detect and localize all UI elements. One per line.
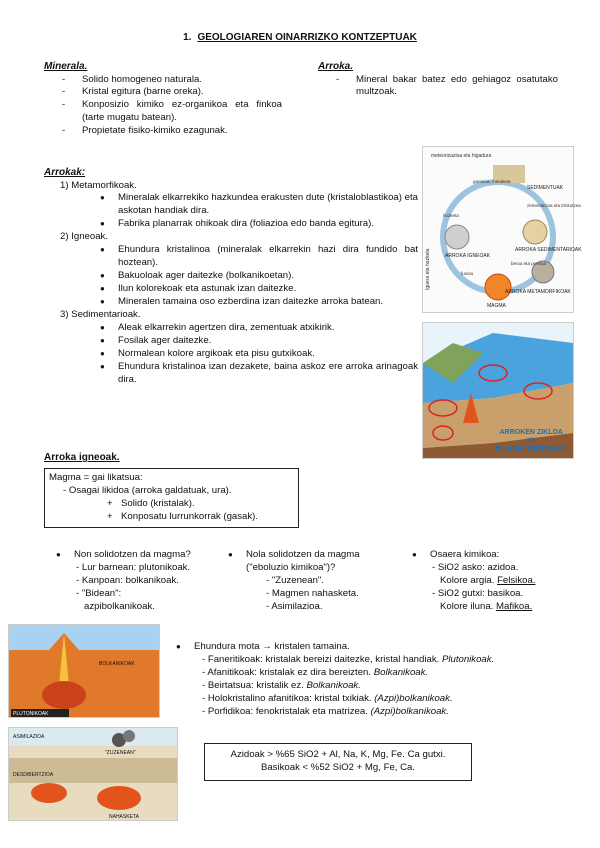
arrokak-section bbox=[44, 166, 418, 387]
smoke-plume bbox=[123, 730, 135, 742]
volcano-label-volcanic: BOLKANIKOAK bbox=[99, 661, 135, 667]
magma-body bbox=[97, 786, 141, 810]
minerala-heading: Minerala. bbox=[44, 61, 88, 72]
tectonic-caption: ARROKEN ZIKLOA eta PLAKEN TEKTONIKA bbox=[495, 428, 567, 453]
page-title: 1. GEOLOGIAREN OINARRIZKO KONTZEPTUAK bbox=[183, 32, 417, 43]
magma-body bbox=[31, 783, 67, 803]
process-label: NAHASKETA bbox=[109, 814, 139, 820]
group-item: ● Normalean kolore argikoak eta pisu gutxikoak. bbox=[100, 348, 418, 361]
process-label: DESDIBERTZIOA bbox=[13, 772, 54, 778]
magma-ball bbox=[485, 274, 511, 300]
arroka-igneoak-heading: Arroka igneoak. bbox=[44, 452, 120, 463]
cycle-label-trans: garraioa, metaketa bbox=[473, 179, 511, 184]
texture-item: - Holokristalino afanitikoa: kristal txikiak. (Azpi)bolkanikoak. bbox=[202, 692, 453, 704]
group-item: ● Fabrika planarrak ohikoak dira (foliazioa edo banda egitura). bbox=[100, 218, 418, 231]
group-item: ● Ilun kolorekoak eta astunak izan daitezke. bbox=[100, 283, 418, 296]
texture-item: - Porfidikoa: fenokristalak eta matrizea. (Azpi)bolkanikoak. bbox=[202, 705, 449, 717]
magma-process-figure bbox=[8, 727, 178, 821]
cycle-label-fusion: fusioa bbox=[461, 271, 474, 276]
process-label: ASIMILAZIOA bbox=[13, 734, 45, 740]
group-item: ● Mineralen tamaina oso ezberdina izan daitezke arroka batean. bbox=[100, 296, 418, 309]
cycle-side-label: Igoera eta hozketa bbox=[425, 248, 431, 290]
how-solidify-column: ● Nola solidotzen da magma ("eboluzio kimikoa")? - "Zuzenean". - Magmen nahasketa. - Asimilazioa. bbox=[228, 549, 398, 614]
volcano-label-plutonic: PLUTONIKOAK bbox=[13, 711, 49, 717]
minerala-item: - Kristal egitura (barne oreka). bbox=[62, 86, 282, 99]
magma-process-diagram bbox=[9, 728, 177, 820]
arroka-item: - Mineral bakar batez edo gehiagoz osatutako multzoak. bbox=[336, 74, 558, 100]
texture-title: ● Ehundura mota → kristalen tamaina. bbox=[176, 641, 576, 654]
tectonic-figure bbox=[422, 322, 574, 459]
cycle-label-sedr: ARROKA SEDIMENTARIOAK bbox=[515, 247, 582, 253]
rock-layer bbox=[9, 758, 177, 783]
cycle-label-cool: hozketa bbox=[443, 213, 459, 218]
cycle-label-magma: MAGMA bbox=[487, 303, 506, 309]
cycle-label-heat: beroa eta presioa bbox=[511, 261, 547, 266]
texture-item: - Beirtatsua: kristalik ez. Bolkanikoak. bbox=[202, 679, 361, 691]
magma-definition-box: Magma = gai likatsua: - Osagai likidoa (arroka galdatuak, ura). + Solido (kristalak). + Konposatu lurrunkorrak (gasak). bbox=[44, 468, 299, 528]
group-item: ● Fosilak ager daitezke. bbox=[100, 335, 418, 348]
group-item: ● Aleak elkarrekin agertzen dira, zementuak atxikirik. bbox=[100, 322, 418, 335]
cycle-label-ign: ARROKA IGNEOAK bbox=[445, 253, 491, 259]
process-label: "ZUZENEAN" bbox=[105, 750, 136, 756]
texture-item: - Faneritikoak: kristalak bereizi daitezke, kristal handiak. Plutonikoak. bbox=[202, 653, 495, 665]
arrokak-group bbox=[60, 309, 418, 387]
arrokak-group bbox=[60, 231, 418, 309]
minerala-section bbox=[44, 60, 282, 138]
igneous-sample bbox=[445, 225, 469, 249]
cycle-label-lith: zementazioa eta trinkotzea bbox=[527, 203, 581, 208]
minerala-item: - Konposizio kimiko ez-organikoa eta finkoa (tarte mugatu batean). bbox=[62, 99, 282, 125]
sedimentary-sample bbox=[523, 220, 547, 244]
arrokak-heading: Arrokak: bbox=[44, 167, 86, 178]
where-solidify-column: ● Non solidotzen da magma? - Lur barnean: plutonikoak. - Kanpoan: bolkanikoak. - "Bidean": azpibolkanikoak. bbox=[56, 549, 216, 614]
magma-chamber bbox=[42, 681, 86, 709]
arrokak-group bbox=[60, 180, 418, 232]
texture-item: - Afanitikoak: kristalak ez dira bereizten. Bolkanikoak. bbox=[202, 666, 429, 678]
group-item: ● Bakuoloak ager daitezke (bolkanikoetan). bbox=[100, 270, 418, 283]
chemical-composition-column: ● Osaera kimikoa: - SiO2 asko: azidoa. Kolore argia. Felsikoa. - SiO2 gutxi: basikoa. Kolore iluna. Mafikoa. bbox=[412, 549, 562, 614]
group-item: ● Mineralak elkarrekiko hazkundea erakusten dute (kristaloblastikoa) eta askotan handiak dira. bbox=[100, 192, 418, 218]
group-item: ● Ehundura kristalinoa izan dezakete, baina askoz ere arroka arinagoak dira. bbox=[100, 361, 418, 387]
minerala-item: - Solido homogeneo naturala. bbox=[62, 74, 282, 87]
sio2-formula-box: Azidoak > %65 SiO2 + Al, Na, K, Mg, Fe. Ca gutxi. Basikoak < %52 SiO2 + Mg, Fe, Ca. bbox=[204, 743, 472, 781]
texture-section bbox=[176, 641, 576, 719]
rock-cycle-diagram bbox=[423, 147, 582, 312]
group-label: 3) Sedimentarioak. bbox=[60, 308, 141, 320]
group-item: ● Ehundura kristalinoa (mineralak elkarrekin hazi dira fundido bat hoztean). bbox=[100, 244, 418, 270]
arroka-heading: Arroka. bbox=[318, 61, 354, 72]
cycle-label-meta: ARROKA METAMORFIKOAK bbox=[505, 289, 571, 295]
group-label: 1) Metamorfikoak. bbox=[60, 179, 137, 191]
volcano-diagram bbox=[9, 625, 159, 717]
cycle-top-label: meteorizazioa eta higadura bbox=[431, 153, 492, 159]
minerala-item: - Propietate fisiko-kimiko ezagunak. bbox=[62, 125, 282, 138]
cycle-label-sed: SEDIMENTUAK bbox=[527, 185, 564, 191]
volcano-figure bbox=[8, 624, 160, 718]
rock-cycle-figure bbox=[422, 146, 582, 313]
group-label: 2) Igneoak. bbox=[60, 231, 109, 243]
arroka-section bbox=[318, 60, 558, 99]
